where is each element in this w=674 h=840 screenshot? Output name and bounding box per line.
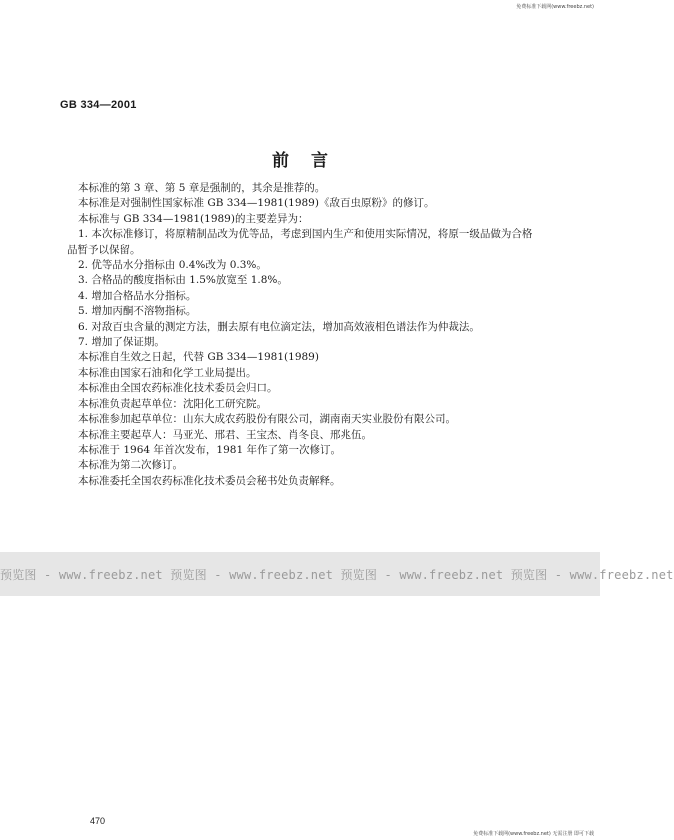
foreword-body: [67, 181, 552, 489]
list-item: 5. 增加丙酮不溶物指标。: [78, 305, 197, 318]
site-note-bottom: 免费标准下载网(www.freebz.net) 无需注册 即可下载: [473, 831, 594, 837]
standard-code: GB 334—2001: [60, 99, 137, 111]
paragraph: 本标准与 GB 334—1981(1989)的主要差异为：: [78, 212, 309, 225]
paragraph: 本标准的第 3 章、第 5 章是强制的，其余是推荐的。: [78, 182, 326, 194]
paragraph: 本标准负责起草单位：沈阳化工研究院。: [78, 397, 267, 410]
paragraph: 本标准参加起草单位：山东大成农药股份有限公司，湖南南天实业股份有限公司。: [78, 413, 456, 426]
watermark-text: 预览图 - www.freebz.net 预览图 - www.freebz.net 预览图 - www.freebz.net 预览图 - www.freebz.net: [0, 568, 674, 582]
page-number: 470: [90, 816, 106, 826]
watermark-banner: [0, 552, 674, 596]
page-title: 前言: [272, 151, 350, 171]
paragraph: 本标准于 1964 年首次发布，1981 年作了第一次修订。: [78, 443, 341, 456]
paragraph: 本标准为第二次修订。: [78, 459, 183, 472]
list-item: 6. 对敌百虫含量的测定方法，删去原有电位滴定法，增加高效液相色谱法作为仲裁法。: [78, 320, 480, 333]
site-note-top: 免费标准下载网(www.freebz.net): [516, 4, 594, 10]
list-item: 4. 增加合格品水分指标。: [78, 289, 197, 302]
list-item: 1. 本次标准修订，将原精制品改为优等品，考虑到国内生产和使用实际情况，将原一级品做为合格: [78, 228, 533, 241]
list-item: 7. 增加了保证期。: [78, 336, 165, 349]
list-item: 3. 合格品的酸度指标由 1.5%放宽至 1.8%。: [78, 274, 288, 287]
paragraph: 本标准主要起草人：马亚光、邢君、王宝杰、肖冬良、邢兆伍。: [78, 428, 372, 441]
paragraph: 本标准由国家石油和化学工业局提出。: [78, 366, 257, 379]
paragraph: 本标准委托全国农药标准化技术委员会秘书处负责解释。: [78, 474, 341, 487]
list-item-continuation: 品暂予以保留。: [67, 243, 141, 256]
paragraph: 本标准自生效之日起，代替 GB 334—1981(1989): [78, 351, 319, 364]
paragraph: 本标准由全国农药标准化技术委员会归口。: [78, 382, 278, 395]
list-item: 2. 优等品水分指标由 0.4%改为 0.3%。: [78, 259, 267, 272]
paragraph: 本标准是对强制性国家标准 GB 334—1981(1989)《敌百虫原粉》的修订。: [78, 197, 435, 210]
